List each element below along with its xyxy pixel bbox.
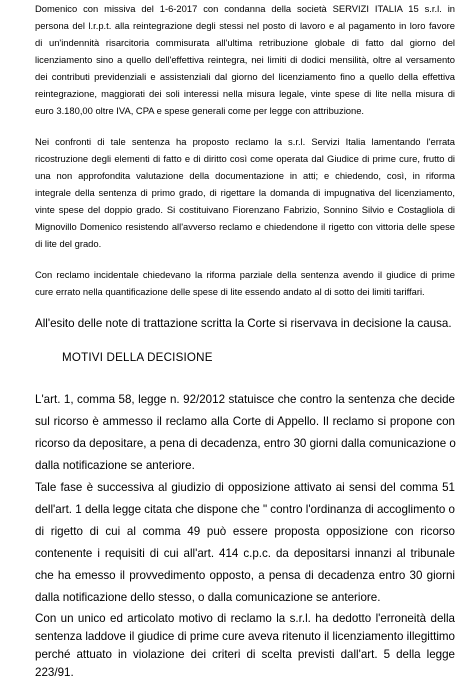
text-line: Domenico con missiva del 1-6-2017 con condanna della società SERVIZI ITALIA 15 s.r.l. in [35,3,455,14]
text-line: Tale fase è successiva al giudizio di opposizione attivato ai sensi del comma 51 [35,481,455,494]
text-line: Con un unico ed articolato motivo di reclamo la s.r.l. ha dedotto l'erroneità della [35,612,455,625]
text-line: dell'art. 1 della legge citata che dispone che " contro l'ordinanza di accoglimento o [35,503,455,516]
text-line: L'art. 1, comma 58, legge n. 92/2012 statuisce che contro la sentenza che decide [35,393,455,406]
text-line: cure errato nella quantificazione delle spese di lite essendo andato al di sotto dei limiti tariffari. [35,286,425,297]
text-line: Con reclamo incidentale chiedevano la riforma parziale della sentenza avendo il giudice di prime [35,269,455,280]
text-line: ricostruzione degli elementi di fatto e di diritto così come operata dal Giudice di prime cure, frutto di [35,153,455,164]
text-line: contenente i requisiti di cui all'art. 414 c.p.c. da depositarsi innanzi al tribunale [35,547,455,560]
text-line: All'esito delle note di trattazione scritta la Corte si riservava in decisione la causa. [35,317,452,330]
text-line: Mignovillo Domenico resistendo all'avverso reclamo e chiedendone il rigetto con vittoria delle spese [35,221,455,232]
text-line: Nei confronti di tale sentenza ha proposto reclamo la s.r.l. Servizi Italia lamentando l'errata [35,136,455,147]
text-line: dei contributi previdenziali e assistenziali dal giorno del licenziamento fino a quello della effettiva [35,71,455,82]
text-line: dalla notificazione se anteriore. [35,459,195,472]
text-line: di un'indennità risarcitoria commisurata all'ultima retribuzione globale di fatto dal giorno del [35,37,455,48]
text-line: licenziamento sino a quello dell'effettiva reintegra, nei limiti di dodici mensilità, oltre al versamento [35,54,455,65]
text-line: sentenza laddove il giudice di prime cure aveva ritenuto il licenziamento illegittimo [35,630,455,643]
text-line: di lite del grado. [35,238,102,249]
text-line: perché attuato in violazione dei criteri di scelta previsti dall'art. 5 della legge [35,648,455,661]
text-line: 223/91. [35,666,74,679]
text-line: euro 3.180,00 oltre IVA, CPA e spese generali come per legge con attribuzione. [35,105,365,116]
text-line: ricorso da depositare, a pena di decadenza, entro 30 giorni dalla comunicazione o [35,437,456,450]
text-line: una non approfondita valutazione della documentazione in atti; e chiedendo, così, in riforma [35,170,455,181]
text-line: persona del l.r.p.t. alla reintegrazione degli stessi nel posto di lavoro e al pagamento in loro favore [35,20,455,31]
text-line: che ha emesso il provvedimento opposto, a pensa di decadenza entro 30 giorni [35,569,455,582]
text-line: sul ricorso è ammesso il reclamo alla Corte di Appello. Il reclamo si propone con [35,415,455,428]
text-line: di rigetto di cui al comma 49 può essere proposta opposizione con ricorso [35,525,455,538]
text-line: integrale della sentenza di primo grado, di rigettare la domanda di impugnativa del licenziamento, [35,187,455,198]
text-line: vinte spese del doppio grado. Si costituivano Fiorenzano Fabrizio, Sonnino Silvio e Costagliola di [35,204,455,215]
text-line: dalla notificazione dello stesso, o dalla comunicazione se anteriore. [35,591,381,604]
section-heading: MOTIVI DELLA DECISIONE [62,351,213,364]
text-line: reintegrazione, maggiorati dei soli interessi nella misura legale, vinte spese di lite nella misura di [35,88,455,99]
